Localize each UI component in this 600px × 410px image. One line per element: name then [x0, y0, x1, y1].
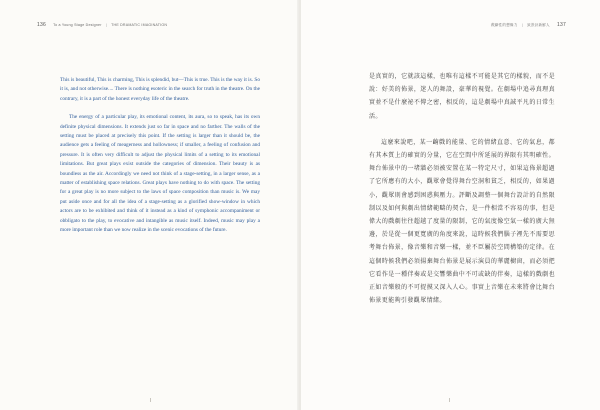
left-page-foot-mark [150, 398, 151, 402]
chinese-paragraph-1: 是真實的，它就該這樣，也唯有這樣不可能是其它的樣貌，而不是說：好美的佈景，迷人的舞設，豪華的視覺。在劇場中追尋真理真實並不是什麼祕不傳之密，相反的，這是劇場中真誠平凡的日常生活。 [369, 73, 555, 120]
left-header-book-title: To a Young Stage Designer [53, 23, 102, 27]
right-page-number: 137 [557, 22, 566, 28]
chinese-body-text [369, 70, 555, 307]
left-page [0, 0, 299, 410]
left-page-number: 136 [37, 22, 46, 28]
right-running-header: 戲劇性的想像力 | 致設計新鮮人 137 [490, 22, 566, 28]
right-page [301, 0, 600, 410]
chinese-paragraph-2: 這麼來說吧，某一齣戲的能量、它的情緒直意、它的氣息，都有其本質上的確實的分量，它在空間中所延展的界限有其明確性。舞台佈景中的一堵牆必須被安置在某一特定尺寸，如果這佈景超過了它所應有的大小，觀眾會覺得舞台空洞和貧乏，相反的，如果過小，觀眾則會感到困惑與壓力。評斷及調整一個舞台設計的自然限制以及如何與劇出情緒範疇的契合，是一件相當不容易的事，但是偉大的戲劇往往超越了度量的限制，它的氣度像空氣一樣的廣大無邊，於是從一個更寬廣的角度來說，這時候我們腦子裡先不需要思考舞台佈景，像音樂和音樂一樣，並不臣屬於空間構築的定律。在這個時候我們必須揚棄舞台佈景是展示演員的華麗櫥窗，而必須把它看作是一種伴奏或是交響樂曲中不可或缺的伴奏，這樣的戲劇也正如音樂般的不可捉摸又深入人心。事實上音樂在未來將會比舞台佈景更能夠引發觀眾情緒。 [369, 138, 555, 305]
left-running-header: 136 To a Young Stage Designer | THE DRAMATIC IMAGINATION [37, 22, 168, 28]
english-paragraph-1: This is beautiful, This is charming, This is splendid, but—This is true. This is the way it is. So it is, and not otherwise.... There is nothing esoteric in the search for truth in the theatre. On the contrary, it is a part of the honest everyday life of the theatre. [60, 77, 260, 102]
right-header-chapter-title: 致設計新鮮人 [527, 23, 550, 27]
english-body-text [60, 76, 260, 236]
right-header-book-title: 戲劇性的想像力 [490, 23, 518, 27]
right-page-foot-mark [449, 398, 450, 402]
left-header-chapter-title: THE DRAMATIC IMAGINATION [111, 23, 168, 27]
english-paragraph-2: The energy of a particular play, its emotional content, its aura, so to speak, has its own definite physical dimensions. It extends just so far in space and no farther. The walls of the setting must be placed at precisely this point. If the setting is larger than it should be, the audience gets a feeling of meagerness and hollowness; if smaller, a feeling of confusion and pressure. It is often very difficult to adjust the physical limits of a setting to its emotional limitations. But great plays exist outside the categories of dimension. Their beauty is as boundless as the air. Accordingly we need not think of a stage-setting, in a larger sense, as a matter of establishing space relations. Great plays have nothing to do with space. The setting for a great play is no more subject to the laws of space composition than music is. We may put aside once and for all the idea of a stage-setting as a glorified show-window in which actors are to be exhibited and think of it instead as a kind of symphonic accompaniment or obbligato to the play, to evocative and intangible as music itself. Indeed, music may play a more important role than we now realize in the scenic evocations of the future. [60, 114, 260, 234]
